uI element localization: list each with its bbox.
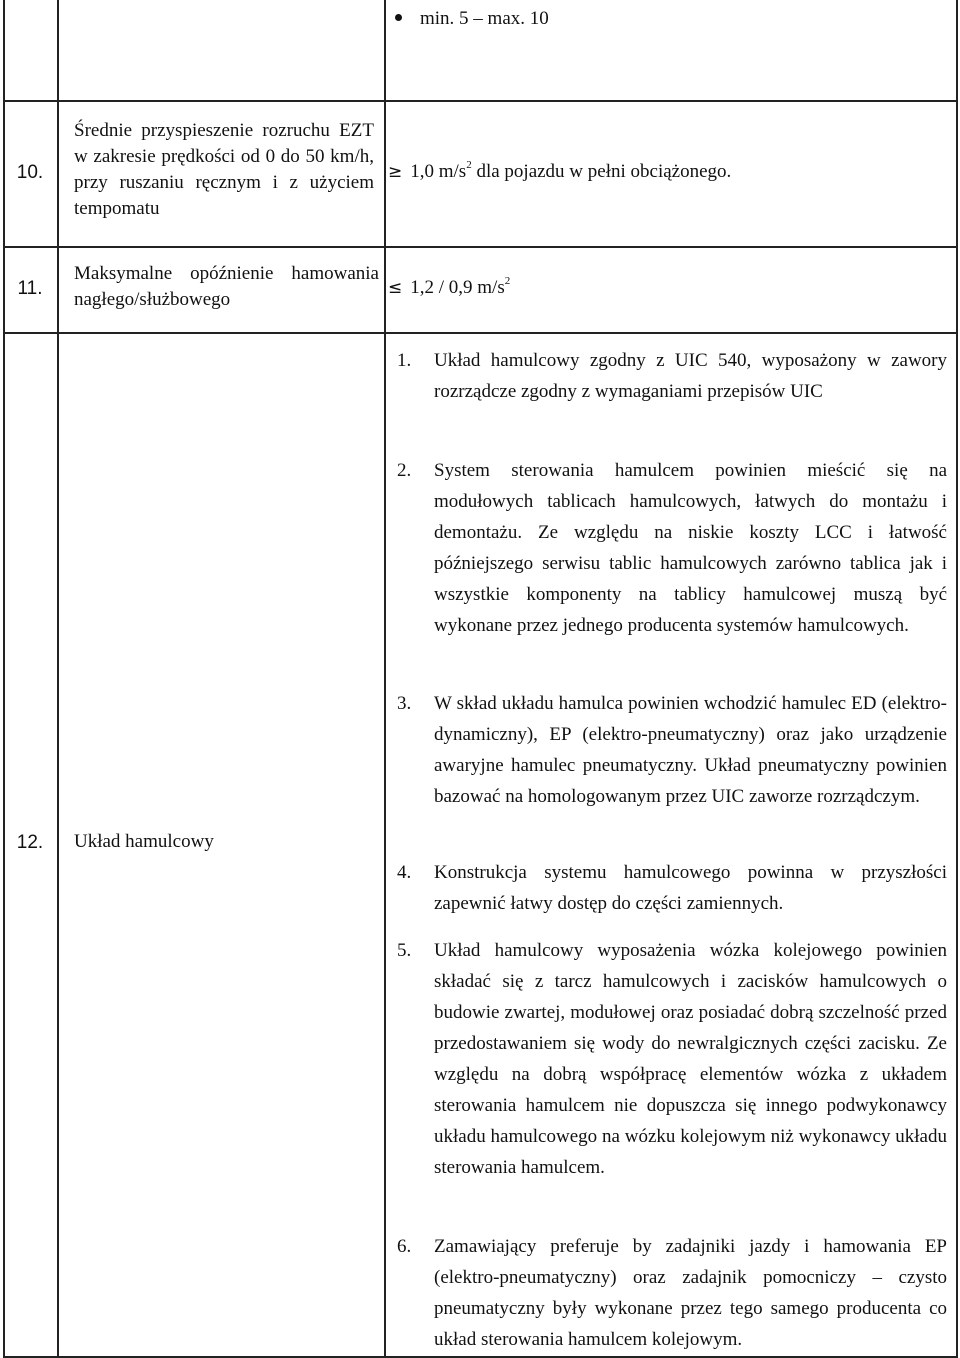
- requirement-note: dla pojazdu w pełni obciążonego.: [471, 161, 732, 182]
- bullet-item: [395, 6, 549, 32]
- bullet-text: min. 5 – max. 10: [420, 8, 549, 29]
- item-text: Zamawiający preferuje by zadajniki jazdy i hamowania EP (elektro-pneumatyczny) oraz zadajnik pomocniczy – czysto pneumatyczny były wykonane przez tego samego producenta co układ sterowania hamulcem kolejowym.: [434, 1236, 947, 1350]
- column-divider-1: [57, 0, 59, 1358]
- row-description: Maksymalne opóźnienie hamowania nagłego/służbowego: [74, 263, 379, 310]
- column-divider-2: [384, 0, 386, 1358]
- item-number: 5.: [397, 940, 412, 961]
- superscript: 2: [466, 158, 472, 171]
- row-divider: [3, 332, 958, 334]
- item-text: W skład układu hamulca powinien wchodzić hamulec ED (elektro-dynamiczny), EP (elektro-pneumatyczny) oraz jako urządzenie awaryjne hamulec pneumatyczny. Układ pneumatyczny powinien bazować na homologowanym przez UIC zaworze rozrządczym.: [434, 693, 947, 807]
- item-number: 2.: [397, 460, 412, 481]
- row-divider: [3, 100, 958, 102]
- greater-equal-icon: ≥: [388, 162, 403, 182]
- requirement-value: [388, 159, 731, 185]
- item-number: 1.: [397, 350, 412, 371]
- item-text: Układ hamulcowy zgodny z UIC 540, wyposażony w zawory rozrządcze zgodny z wymaganiami przepisów UIC: [434, 350, 947, 402]
- item-number: 4.: [397, 862, 412, 883]
- item-number: 3.: [397, 693, 412, 714]
- bullet-icon: [395, 14, 402, 21]
- row-number: 12.: [16, 832, 44, 853]
- row-description: Średnie przyspieszenie rozruchu EZT w zakresie prędkości od 0 do 50 km/h, przy ruszaniu ręcznym i z użyciem tempomatu: [74, 120, 374, 219]
- table-border-right: [956, 0, 958, 1358]
- item-text: Konstrukcja systemu hamulcowego powinna w przyszłości zapewnić łatwy dostęp do części zamiennych.: [434, 862, 947, 914]
- requirement-number: 1,2 / 0,9 m/s: [410, 277, 505, 298]
- table-border-left: [3, 0, 5, 1358]
- row-divider: [3, 246, 958, 248]
- superscript: 2: [504, 274, 511, 287]
- item-text: Układ hamulcowy wyposażenia wózka kolejowego powinien składać się z tarcz hamulcowych i zacisków hamulcowych o budowie zwartej, modułowej oraz posiadać dobrą szczelność przed przedostawaniem się wody do newralgicznych części zacisku. Ze względu na dobrą współpracę elementów wózka z układem sterowania hamulcem nie dopuszcza się innego podwykonawcy układu hamulcowego na wózku kolejowym niż wykonawcy układu sterowania hamulcem.: [434, 940, 947, 1178]
- requirement-number: 1,0 m/s: [410, 161, 467, 182]
- row-number: 10.: [16, 162, 44, 183]
- item-number: 6.: [397, 1236, 412, 1257]
- row-description: Układ hamulcowy: [74, 831, 214, 852]
- requirement-value: [388, 275, 510, 301]
- less-equal-icon: ≤: [388, 278, 403, 298]
- row-number: 11.: [17, 278, 43, 299]
- item-text: System sterowania hamulcem powinien mieścić się na modułowych tablicach hamulcowych, łatwych do montażu i demontażu. Ze względu na niskie koszty LCC i łatwość późniejszego serwisu tablic hamulcowych zarówno tablica jak i wszystkie komponenty na tablicy hamulcowej muszą być wykonane przez jednego producenta systemów hamulcowych.: [434, 460, 947, 636]
